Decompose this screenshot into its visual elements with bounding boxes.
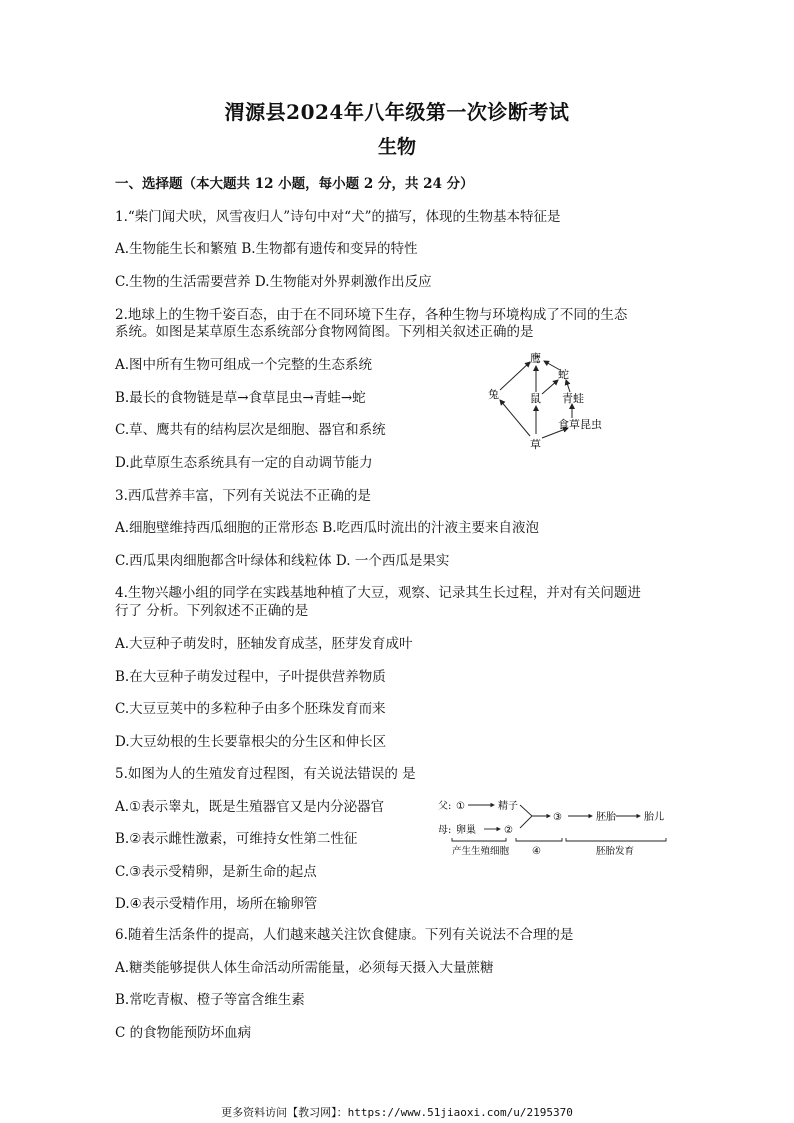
food-web-diagram	[478, 348, 618, 452]
reproduction-diagram	[436, 794, 708, 860]
mouse-label: 鼠	[530, 392, 541, 405]
ovary-label: 卵巢	[456, 825, 476, 836]
q1-options-cd: C.生物的生活需要营养 D.生物能对外界刺激作出反应	[115, 274, 432, 290]
snake-label: 蛇	[558, 368, 569, 381]
produce-cells-label: 产生生殖细胞	[452, 846, 510, 857]
section-heading: 一、选择题（本大题共 12 小题，每小题 2 分，共 24 分）	[115, 176, 474, 192]
q3-stem: 3.西瓜营养丰富，下列有关说法不正确的是	[115, 488, 371, 504]
q6-option-c: C 的食物能预防坏血病	[115, 1025, 252, 1041]
q5-option-a: A.①表示睾丸，既是生殖器官又是内分泌器官	[115, 799, 385, 815]
footer-link[interactable]: 更多资料访问【教习网】：https://www.51jiaoxi.com/u/2195370	[221, 1106, 573, 1119]
q5-option-b: B.②表示雌性激素，可维持女性第二性征	[115, 831, 358, 847]
frog-label: 青蛙	[562, 392, 584, 405]
rabbit-label: 兔	[488, 388, 499, 401]
q6-option-a: A.糖类能够提供人体生命活动所需能量，必须每天摄入大量蔗糖	[115, 960, 494, 976]
q2-option-a: A.图中所有生物可组成一个完整的生态系统	[115, 357, 373, 373]
q6-stem: 6.随着生活条件的提高，人们越来越关注饮食健康。下列有关说法不合理的是	[115, 927, 574, 943]
fetus-label: 胎儿	[644, 812, 664, 823]
q4-stem-2: 行了 分析。下列叙述不正确的是	[115, 603, 309, 619]
father-label: 父:	[438, 801, 452, 812]
embryo-development-label: 胚胎发育	[596, 846, 635, 857]
q2-stem-1: 2.地球上的生物千姿百态，由于在不同环境下生存，各种生物与环境构成了不同的生态	[115, 307, 628, 323]
q2-option-c: C.草、鹰共有的结构层次是细胞、器官和系统	[115, 422, 386, 438]
circle-1: ①	[456, 801, 465, 812]
mother-label: 母:	[438, 825, 452, 836]
q4-option-b: B.在大豆种子萌发过程中，子叶提供营养物质	[115, 669, 386, 685]
q4-option-c: C.大豆豆荚中的多粒种子由多个胚珠发育而来	[115, 701, 386, 717]
embryo-label: 胚胎	[596, 812, 616, 823]
q4-stem-1: 4.生物兴趣小组的同学在实践基地种植了大豆，观察、记录其生长过程，并对有关问题进	[115, 585, 641, 601]
q5-option-d: D.④表示受精作用，场所在输卵管	[115, 896, 318, 912]
q3-options-cd: C.西瓜果肉细胞都含叶绿体和线粒体 D. 一个西瓜是果实	[115, 553, 450, 569]
q5-stem: 5.如图为人的生殖发育过程图，有关说法错误的 是	[115, 766, 416, 782]
insect-label: 食草昆虫	[558, 418, 602, 431]
q6-option-b: B.常吃青椒、橙子等富含维生素	[115, 992, 305, 1008]
subject-title: 生物	[377, 136, 416, 158]
hawk-label: 鹰	[530, 352, 541, 365]
q3-options-ab: A.细胞壁维持西瓜细胞的正常形态 B.吃西瓜时流出的汁液主要来自液泡	[115, 520, 540, 536]
circle-3: ③	[553, 812, 562, 823]
q2-option-d: D.此草原生态系统具有一定的自动调节能力	[115, 455, 373, 471]
sperm-label: 精子	[498, 801, 518, 812]
q2-option-b: B.最长的食物链是草→食草昆虫→青蛙→蛇	[115, 390, 366, 406]
q1-options-ab: A.生物能生长和繁殖 B.生物都有遗传和变异的特性	[115, 241, 418, 257]
q4-option-d: D.大豆幼根的生长要靠根尖的分生区和伸长区	[115, 734, 387, 750]
q5-option-c: C.③表示受精卵，是新生命的起点	[115, 864, 317, 880]
circle-4: ④	[532, 846, 541, 857]
exam-title: 渭源县2024年八年级第一次诊断考试	[224, 100, 570, 124]
q4-option-a: A.大豆种子萌发时，胚轴发育成茎，胚芽发育成叶	[115, 636, 413, 652]
q1-stem: 1.“柴门闻犬吠，风雪夜归人”诗句中对“犬”的描写，体现的生物基本特征是	[115, 209, 561, 225]
circle-2: ②	[504, 825, 513, 836]
grass-label: 草	[530, 438, 541, 451]
q2-stem-2: 系统。如图是某草原生态系统部分食物网简图。下列相关叙述正确的是	[115, 324, 534, 340]
